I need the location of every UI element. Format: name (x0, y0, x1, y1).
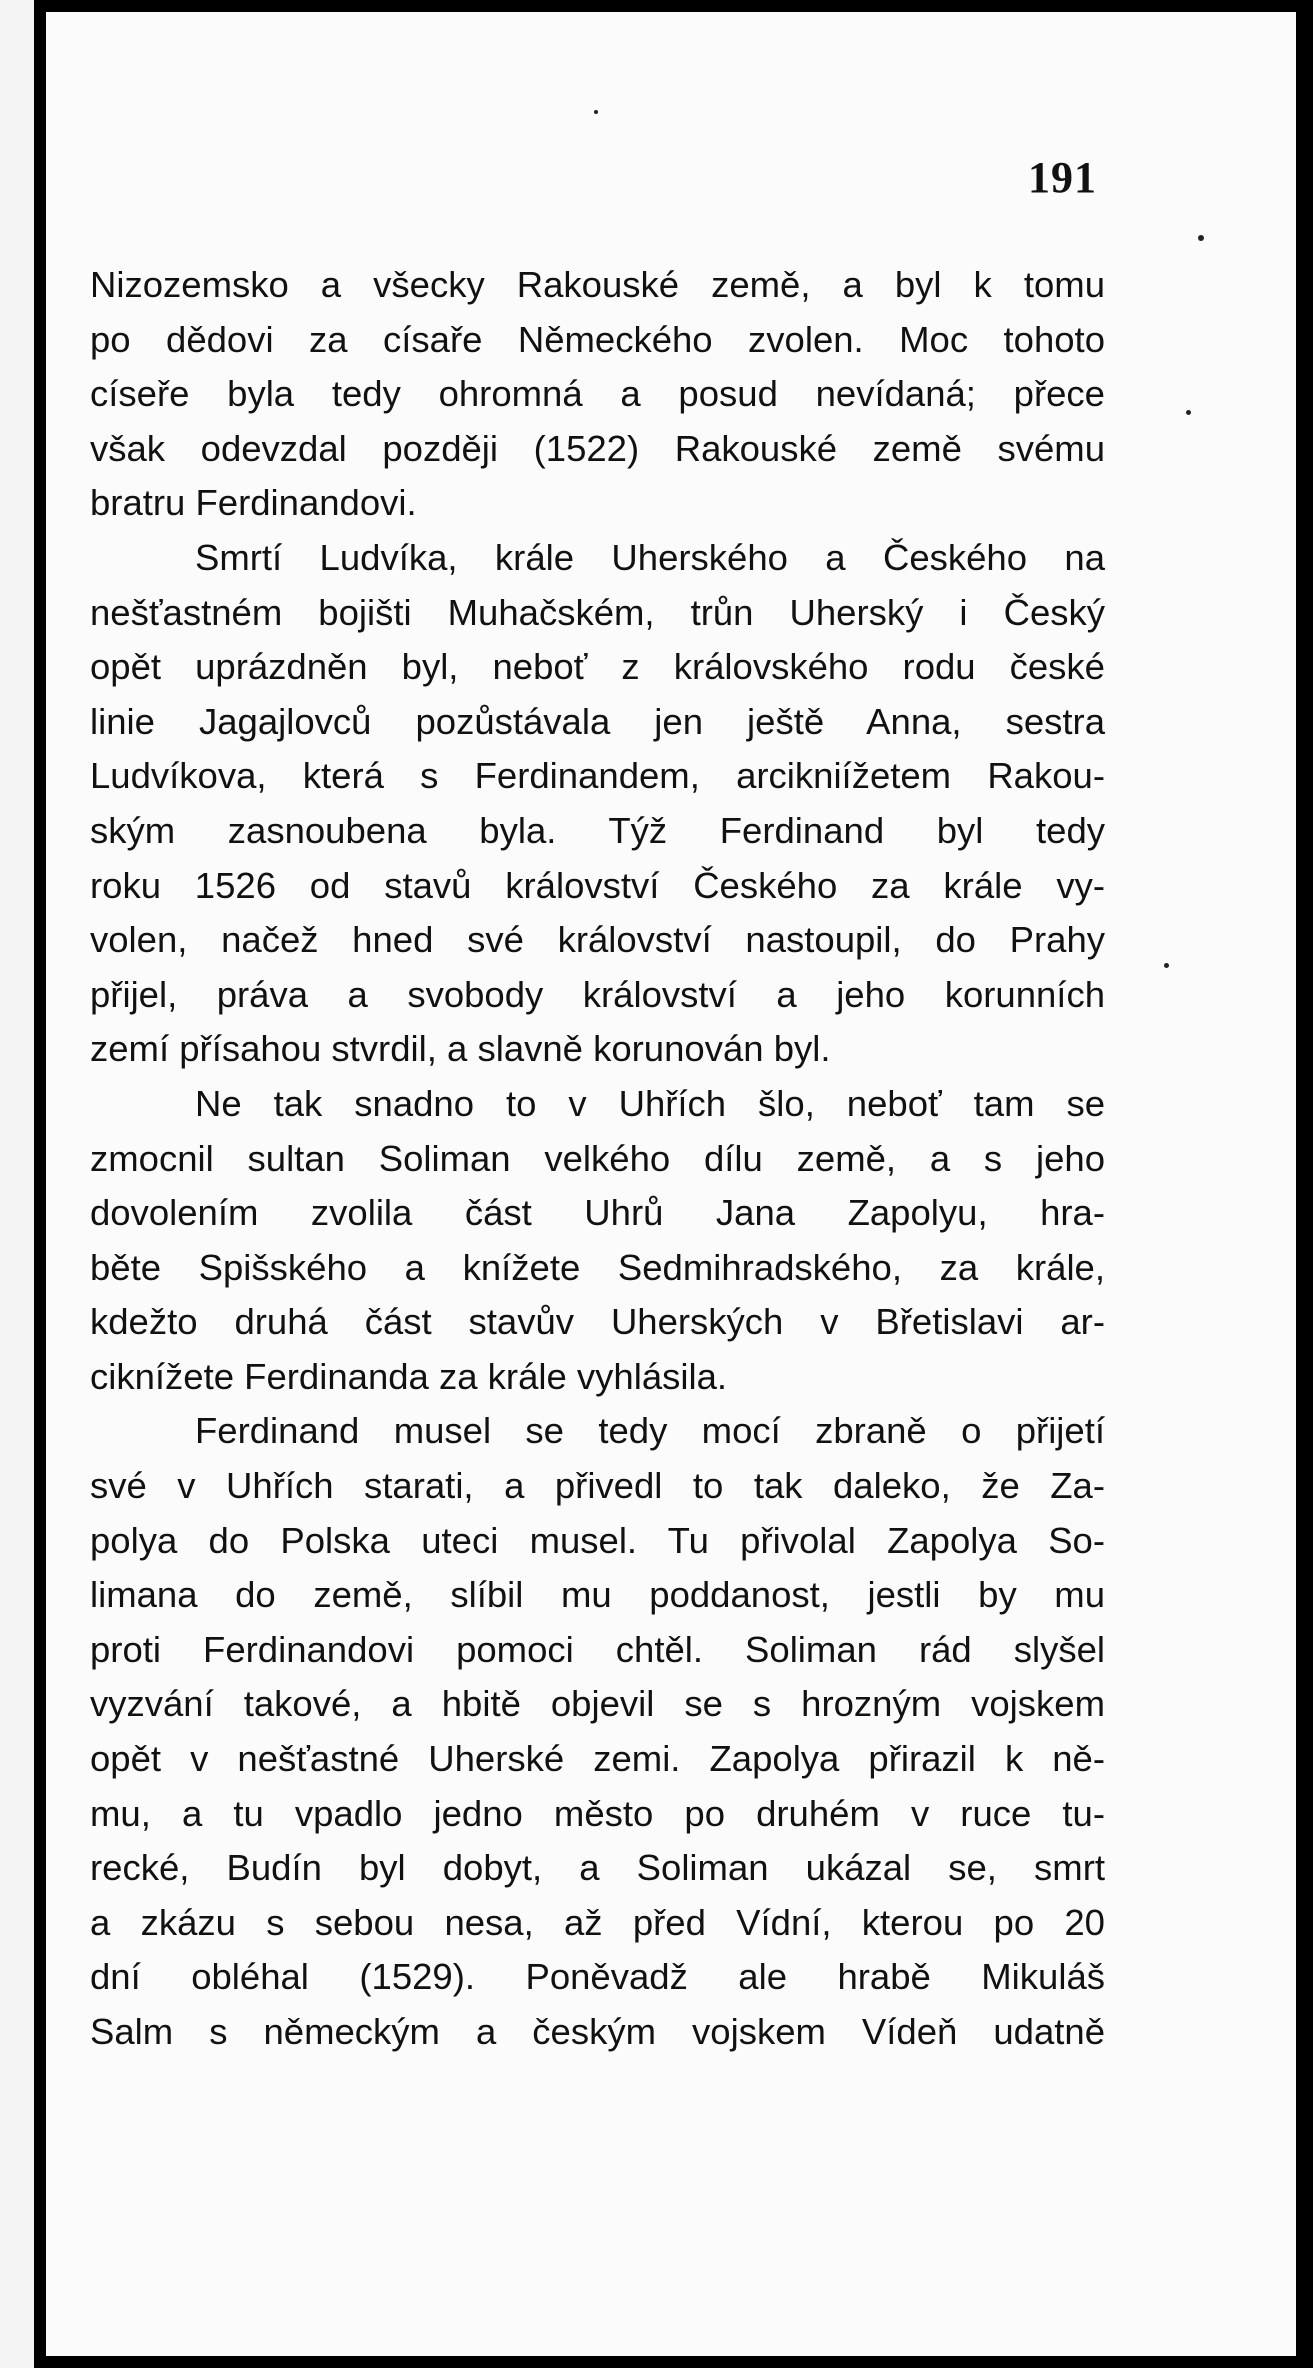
text-line: a zkázu s sebou nesa, až před Vídní, kterou po 20 (90, 1901, 1105, 1943)
text-line: Ne tak snadno to v Uhřích šlo, neboť tam se (195, 1082, 1105, 1124)
text-line: Ludvíkova, která s Ferdinandem, arcikniížetem Rakou- (90, 755, 1105, 797)
text-line: Nizozemsko a všecky Rakouské země, a byl k tomu (90, 264, 1105, 305)
text-line: přijel, práva a svobody království a jeho korunních (90, 973, 1105, 1015)
ink-speck (1198, 235, 1204, 241)
ink-speck (1186, 410, 1191, 415)
text-line: po dědovi za císaře Německého zvolen. Moc tohoto (90, 318, 1105, 360)
text-line: opět uprázdněn byl, neboť z královského rodu české (90, 646, 1105, 688)
text-line: vyzvání takové, a hbitě objevil se s hrozným vojskem (90, 1683, 1105, 1725)
text-line: své v Uhřích starati, a přivedl to tak daleko, že Za- (90, 1465, 1105, 1507)
text-line: běte Spišského a knížete Sedmihradského, za krále, (90, 1246, 1105, 1288)
page-number: 191 (1028, 153, 1097, 202)
text-line: roku 1526 od stavů království Českého za krále vy- (90, 864, 1105, 906)
text-line: mu, a tu vpadlo jedno město po druhém v ruce tu- (90, 1792, 1105, 1834)
text-line: proti Ferdinandovi pomoci chtěl. Soliman rád slyšel (90, 1628, 1105, 1670)
text-line: však odevzdal později (1522) Rakouské země svému (90, 427, 1105, 469)
text-line: volen, načež hned své království nastoupil, do Prahy (90, 919, 1105, 961)
ink-speck (1164, 963, 1169, 968)
text-line: Ferdinand musel se tedy mocí zbraně o přijetí (195, 1410, 1105, 1452)
previous-page-edge (0, 0, 34, 2368)
body-text (90, 258, 1105, 2060)
text-line: polya do Polska uteci musel. Tu přivolal Zapolya So- (90, 1519, 1105, 1561)
text-line: nešťastném bojišti Muhačském, trůn Uherský i Český (90, 591, 1105, 633)
text-line: recké, Budín byl dobyt, a Soliman ukázal se, smrt (90, 1847, 1105, 1889)
text-line: linie Jagajlovců pozůstávala jen ještě Anna, sestra (90, 700, 1105, 742)
text-line: kdežto druhá část stavův Uherských v Břetislavi ar- (90, 1301, 1105, 1343)
text-line: Smrtí Ludvíka, krále Uherského a Českého na (195, 536, 1105, 578)
text-line: ským zasnoubena byla. Týž Ferdinand byl tedy (90, 809, 1105, 851)
ink-speck (594, 110, 598, 114)
text-line: Salm s německým a českým vojskem Vídeň udatně (90, 2011, 1105, 2052)
text-line: bratru Ferdinandovi. (90, 482, 417, 524)
text-line: zmocnil sultan Soliman velkého dílu země, a s jeho (90, 1137, 1105, 1179)
text-line: zemí přísahou stvrdil, a slavně korunován byl. (90, 1028, 831, 1070)
text-line: opět v nešťastné Uherské zemi. Zapolya přirazil k ně- (90, 1738, 1105, 1780)
text-line: ciknížete Ferdinanda za krále vyhlásila. (90, 1355, 728, 1397)
text-line: dovolením zvolila část Uhrů Jana Zapolyu, hra- (90, 1192, 1105, 1234)
text-line: limana do země, slíbil mu poddanost, jestli by mu (90, 1574, 1105, 1616)
text-line: císeře byla tedy ohromná a posud nevídaná; přece (90, 373, 1105, 415)
text-line: dní obléhal (1529). Poněvadž ale hrabě Mikuláš (90, 1956, 1105, 1998)
